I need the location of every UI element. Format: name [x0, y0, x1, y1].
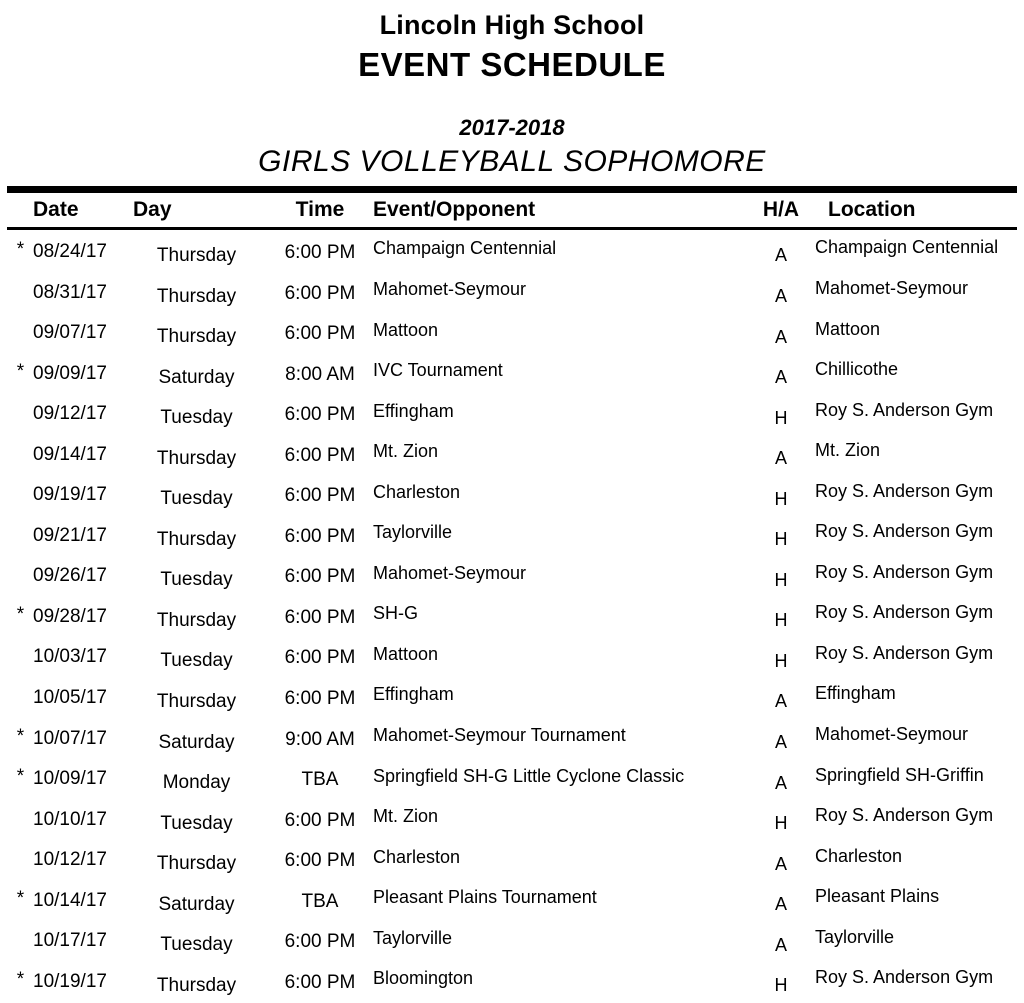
cell-event-opponent: Mahomet-Seymour — [373, 562, 527, 583]
cell-home-away: A — [774, 894, 787, 915]
cell-date: 09/09/17 — [33, 362, 107, 384]
cell-date: 10/07/17 — [33, 727, 107, 749]
cell-home-away: H — [774, 650, 788, 671]
cell-day: Saturday — [158, 731, 235, 753]
cell-date: 10/03/17 — [33, 646, 107, 668]
cell-event-opponent: Bloomington — [373, 968, 474, 989]
cell-time: 6:00 PM — [284, 971, 356, 993]
table-row — [0, 597, 1024, 638]
cell-date: 09/14/17 — [33, 443, 107, 465]
divider-thick — [7, 186, 1017, 193]
cell-time: TBA — [301, 890, 339, 912]
cell-home-away: A — [774, 732, 787, 753]
cell-location: Roy S. Anderson Gym — [815, 399, 994, 420]
cell-time: 6:00 PM — [284, 566, 356, 588]
cell-time: 6:00 PM — [284, 931, 356, 953]
table-row — [0, 921, 1024, 962]
table-row — [0, 232, 1024, 273]
cell-time: 9:00 AM — [285, 728, 355, 750]
cell-date: 10/12/17 — [33, 849, 107, 871]
cell-date: 10/05/17 — [33, 686, 107, 708]
cell-day: Thursday — [156, 974, 237, 996]
cell-event-opponent: Mattoon — [373, 643, 439, 664]
cell-date: 09/12/17 — [33, 403, 107, 425]
cell-time: 6:00 PM — [284, 647, 356, 669]
cell-time: 6:00 PM — [284, 850, 356, 872]
column-header-event-opponent: Event/Opponent — [373, 197, 536, 221]
cell-location: Roy S. Anderson Gym — [815, 805, 994, 826]
cell-home-away: A — [774, 326, 787, 347]
cell-home-away: H — [774, 610, 788, 631]
cell-location: Roy S. Anderson Gym — [815, 561, 994, 582]
cell-location: Taylorville — [815, 926, 895, 947]
cell-time: 6:00 PM — [284, 323, 356, 345]
table-row — [0, 880, 1024, 921]
cell-home-away: A — [774, 367, 787, 388]
cell-time: 6:00 PM — [284, 606, 356, 628]
cell-event-opponent: Springfield SH-G Little Cyclone Classic — [373, 765, 685, 786]
cell-time: 8:00 AM — [285, 363, 355, 385]
column-header-home-away: H/A — [762, 197, 800, 221]
cell-event-opponent: Pleasant Plains Tournament — [373, 887, 597, 908]
cell-home-away: A — [774, 853, 787, 874]
cell-event-opponent: Mt. Zion — [373, 806, 439, 827]
column-header-location: Location — [828, 197, 916, 221]
cell-day: Saturday — [158, 366, 235, 388]
cell-day: Saturday — [158, 893, 235, 915]
cell-location: Roy S. Anderson Gym — [815, 521, 994, 542]
cell-event-opponent: Taylorville — [373, 522, 453, 543]
cell-day: Thursday — [156, 690, 237, 712]
cell-location: Mattoon — [815, 318, 881, 339]
column-header-day: Day — [133, 197, 172, 221]
table-row — [0, 799, 1024, 840]
cell-event-opponent: Mahomet-Seymour — [373, 279, 527, 299]
table-row — [0, 556, 1024, 597]
document-header — [0, 0, 1024, 181]
cell-location: Mt. Zion — [815, 440, 881, 461]
cell-star-marker: * — [16, 968, 25, 990]
cell-home-away: A — [774, 448, 787, 469]
cell-star-marker: * — [16, 360, 25, 382]
schedule-rows — [0, 230, 1024, 1002]
cell-day: Tuesday — [160, 569, 233, 591]
cell-location: Pleasant Plains — [815, 886, 940, 907]
cell-date: 10/09/17 — [33, 768, 107, 790]
cell-location: Mahomet-Seymour — [815, 724, 969, 745]
cell-home-away: H — [774, 407, 788, 428]
cell-home-away: A — [774, 245, 787, 266]
cell-time: 6:00 PM — [284, 687, 356, 709]
cell-event-opponent: Champaign Centennial — [373, 238, 557, 259]
table-row — [0, 962, 1024, 1003]
cell-star-marker: * — [16, 238, 25, 260]
cell-star-marker: * — [16, 766, 25, 788]
cell-day: Tuesday — [160, 488, 233, 510]
table-row — [0, 475, 1024, 516]
cell-star-marker: * — [16, 887, 25, 909]
cell-day: Thursday — [156, 528, 237, 550]
cell-location: Effingham — [815, 683, 896, 704]
cell-day: Thursday — [156, 609, 237, 631]
table-row — [0, 637, 1024, 678]
cell-home-away: A — [774, 934, 787, 955]
cell-home-away: A — [774, 691, 787, 712]
cell-location: Mahomet-Seymour — [815, 278, 969, 298]
cell-date: 09/26/17 — [33, 565, 107, 587]
cell-time: 6:00 PM — [284, 282, 356, 304]
cell-day: Monday — [162, 772, 231, 794]
cell-date: 09/21/17 — [33, 524, 107, 546]
cell-day: Thursday — [156, 244, 237, 266]
cell-date: 10/10/17 — [33, 808, 107, 830]
cell-time: 6:00 PM — [284, 444, 356, 466]
cell-event-opponent: Charleston — [373, 846, 461, 867]
table-row — [0, 718, 1024, 759]
column-header-time: Time — [295, 197, 345, 221]
cell-event-opponent: Mt. Zion — [373, 441, 439, 462]
cell-time: 6:00 PM — [284, 485, 356, 507]
cell-day: Tuesday — [160, 407, 233, 429]
table-row — [0, 272, 1024, 313]
cell-location: Springfield SH-Griffin — [815, 764, 984, 785]
table-row — [0, 394, 1024, 435]
cell-home-away: A — [774, 772, 787, 793]
cell-location: Champaign Centennial — [815, 237, 999, 258]
page-title: EVENT SCHEDULE — [358, 45, 666, 83]
table-row — [0, 353, 1024, 394]
cell-location: Roy S. Anderson Gym — [815, 642, 994, 663]
cell-date: 08/31/17 — [33, 281, 107, 303]
cell-date: 10/17/17 — [33, 930, 107, 952]
cell-event-opponent: Charleston — [373, 481, 461, 502]
cell-day: Tuesday — [160, 934, 233, 956]
cell-time: TBA — [301, 769, 339, 791]
cell-location: Roy S. Anderson Gym — [815, 967, 994, 988]
cell-date: 08/24/17 — [33, 240, 107, 262]
cell-time: 6:00 PM — [284, 525, 356, 547]
team-name: GIRLS VOLLEYBALL SOPHOMORE — [258, 144, 766, 178]
cell-home-away: H — [774, 813, 788, 834]
cell-day: Thursday — [156, 285, 237, 307]
table-row — [0, 516, 1024, 557]
column-header-date: Date — [33, 197, 79, 221]
cell-event-opponent: Mahomet-Seymour Tournament — [373, 725, 626, 746]
cell-star-marker: * — [16, 603, 25, 625]
season-label: 2017-2018 — [459, 115, 565, 141]
cell-time: 6:00 PM — [284, 241, 356, 263]
cell-event-opponent: IVC Tournament — [373, 360, 503, 381]
cell-location: Chillicothe — [815, 359, 899, 380]
cell-event-opponent: Taylorville — [373, 927, 453, 948]
cell-event-opponent: Effingham — [373, 400, 454, 421]
cell-date: 09/28/17 — [33, 605, 107, 627]
cell-home-away: H — [774, 569, 788, 590]
cell-home-away: H — [774, 488, 788, 509]
cell-location: Roy S. Anderson Gym — [815, 602, 994, 623]
table-row — [0, 313, 1024, 354]
cell-time: 6:00 PM — [284, 404, 356, 426]
cell-day: Thursday — [156, 326, 237, 348]
cell-day: Thursday — [156, 447, 237, 469]
cell-location: Roy S. Anderson Gym — [815, 480, 994, 501]
cell-date: 10/14/17 — [33, 889, 107, 911]
cell-event-opponent: SH-G — [373, 603, 418, 624]
cell-home-away: A — [774, 286, 787, 306]
cell-date: 10/19/17 — [33, 970, 107, 992]
table-row — [0, 840, 1024, 881]
cell-home-away: H — [774, 975, 788, 996]
cell-date: 09/07/17 — [33, 322, 107, 344]
cell-star-marker: * — [16, 725, 25, 747]
cell-date: 09/19/17 — [33, 484, 107, 506]
cell-time: 6:00 PM — [284, 809, 356, 831]
cell-location: Charleston — [815, 845, 903, 866]
cell-day: Tuesday — [160, 650, 233, 672]
table-row — [0, 759, 1024, 800]
cell-day: Tuesday — [160, 812, 233, 834]
cell-event-opponent: Mattoon — [373, 319, 439, 340]
table-row — [0, 678, 1024, 719]
table-row — [0, 434, 1024, 475]
school-name: Lincoln High School — [379, 10, 645, 40]
cell-home-away: H — [774, 529, 788, 550]
cell-event-opponent: Effingham — [373, 684, 454, 705]
cell-day: Thursday — [156, 853, 237, 875]
table-header-row — [0, 193, 1024, 227]
